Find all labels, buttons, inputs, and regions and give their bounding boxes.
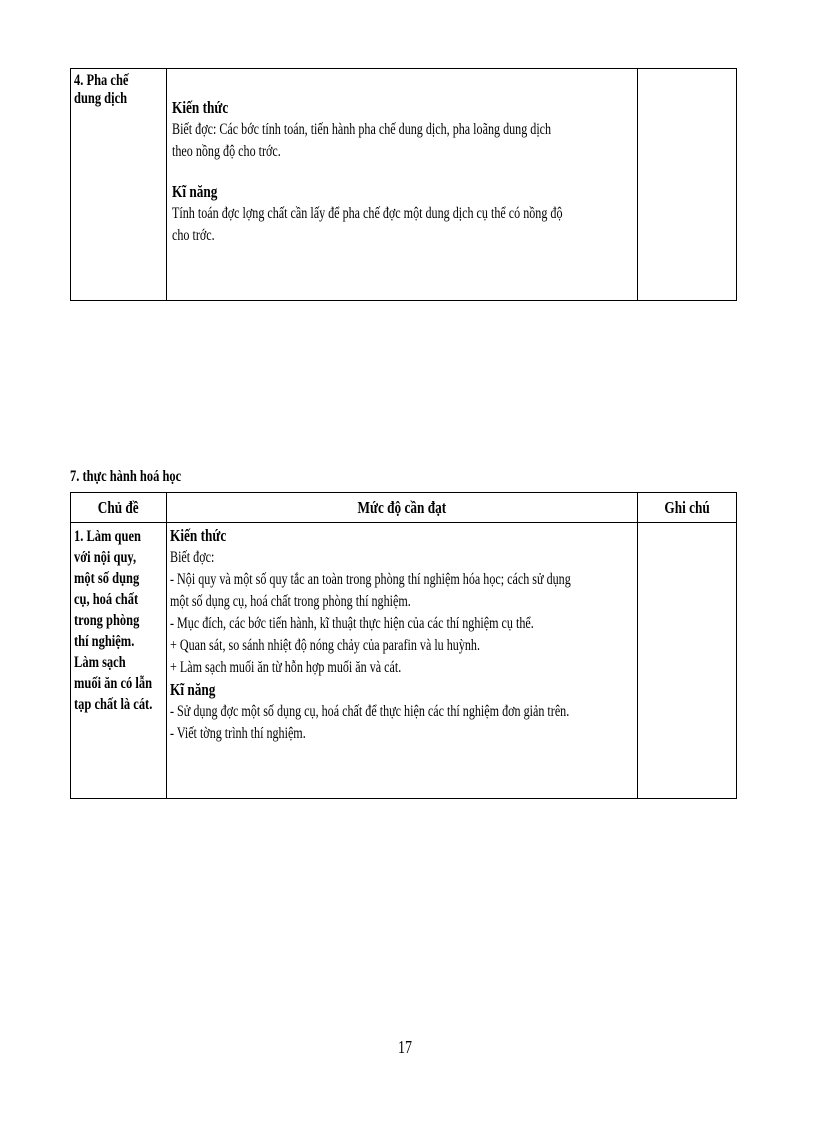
- table-row: [71, 69, 737, 301]
- content-cell: [167, 69, 638, 301]
- knowledge-line: Biết đợc: Các bớc tính toán, tiến hành pha chế dung dịch, pha loãng dung dịch: [172, 121, 552, 138]
- header-note: Ghi chú: [638, 493, 737, 523]
- knowledge-line: một số dụng cụ, hoá chất trong phòng thí nghiệm.: [170, 593, 411, 610]
- knowledge-line: + Làm sạch muối ăn từ hỗn hợp muối ăn và cát.: [170, 659, 402, 676]
- content-cell: [167, 523, 638, 799]
- knowledge-line: - Nội quy và một số quy tắc an toàn trong phòng thí nghiệm hóa học; cách sử dụng: [170, 571, 571, 588]
- skills-heading: Kĩ năng: [170, 680, 216, 699]
- header-topic: Chủ đề: [71, 493, 167, 523]
- topic-line: thí nghiệm.: [74, 633, 135, 650]
- topic-line: muối ăn có lẫn: [74, 675, 153, 692]
- topic-line: Làm sạch: [74, 654, 126, 671]
- skills-line: Tính toán đợc lợng chất cần lấy để pha chế đợc một dung dịch cụ thể có nồng độ: [172, 205, 563, 222]
- topic-line: cụ, hoá chất: [74, 591, 139, 608]
- topic-line: dung dịch: [74, 90, 128, 107]
- skills-line: - Viết tờng trình thí nghiệm.: [170, 725, 306, 742]
- table-row: [71, 523, 737, 799]
- table-header-row: [71, 493, 737, 523]
- topic-line: trong phòng: [74, 612, 140, 629]
- header-level: Mức độ cần đạt: [167, 493, 638, 523]
- topic-line: một số dụng: [74, 570, 140, 587]
- knowledge-heading: Kiến thức: [170, 526, 227, 545]
- note-cell: [638, 523, 737, 799]
- topic-cell: [71, 69, 167, 301]
- topic-line: 1. Làm quen: [74, 528, 141, 545]
- page-number: 17: [397, 1037, 413, 1057]
- topic-cell: [71, 523, 167, 799]
- skills-heading: Kĩ năng: [172, 182, 218, 201]
- section-title: 7. thực hành hoá học: [70, 468, 182, 485]
- skills-line: cho trớc.: [172, 227, 215, 244]
- knowledge-line: + Quan sát, so sánh nhiệt độ nóng chảy của parafin và lu huỳnh.: [170, 637, 481, 654]
- knowledge-heading: Kiến thức: [172, 98, 229, 117]
- knowledge-line: Biết đợc:: [170, 549, 215, 566]
- topic-line: 4. Pha chế: [74, 72, 129, 89]
- topic-table-section-4: [70, 68, 737, 301]
- knowledge-line: theo nồng độ cho trớc.: [172, 143, 281, 160]
- topic-table-section-7: [70, 492, 737, 799]
- knowledge-line: - Mục đích, các bớc tiến hành, kĩ thuật thực hiện của các thí nghiệm cụ thể.: [170, 615, 534, 632]
- topic-line: với nội quy,: [74, 549, 137, 566]
- note-cell: [638, 69, 737, 301]
- skills-line: - Sử dụng đợc một số dụng cụ, hoá chất để thực hiện các thí nghiệm đơn giản trên.: [170, 703, 570, 720]
- topic-line: tạp chất là cát.: [74, 696, 153, 713]
